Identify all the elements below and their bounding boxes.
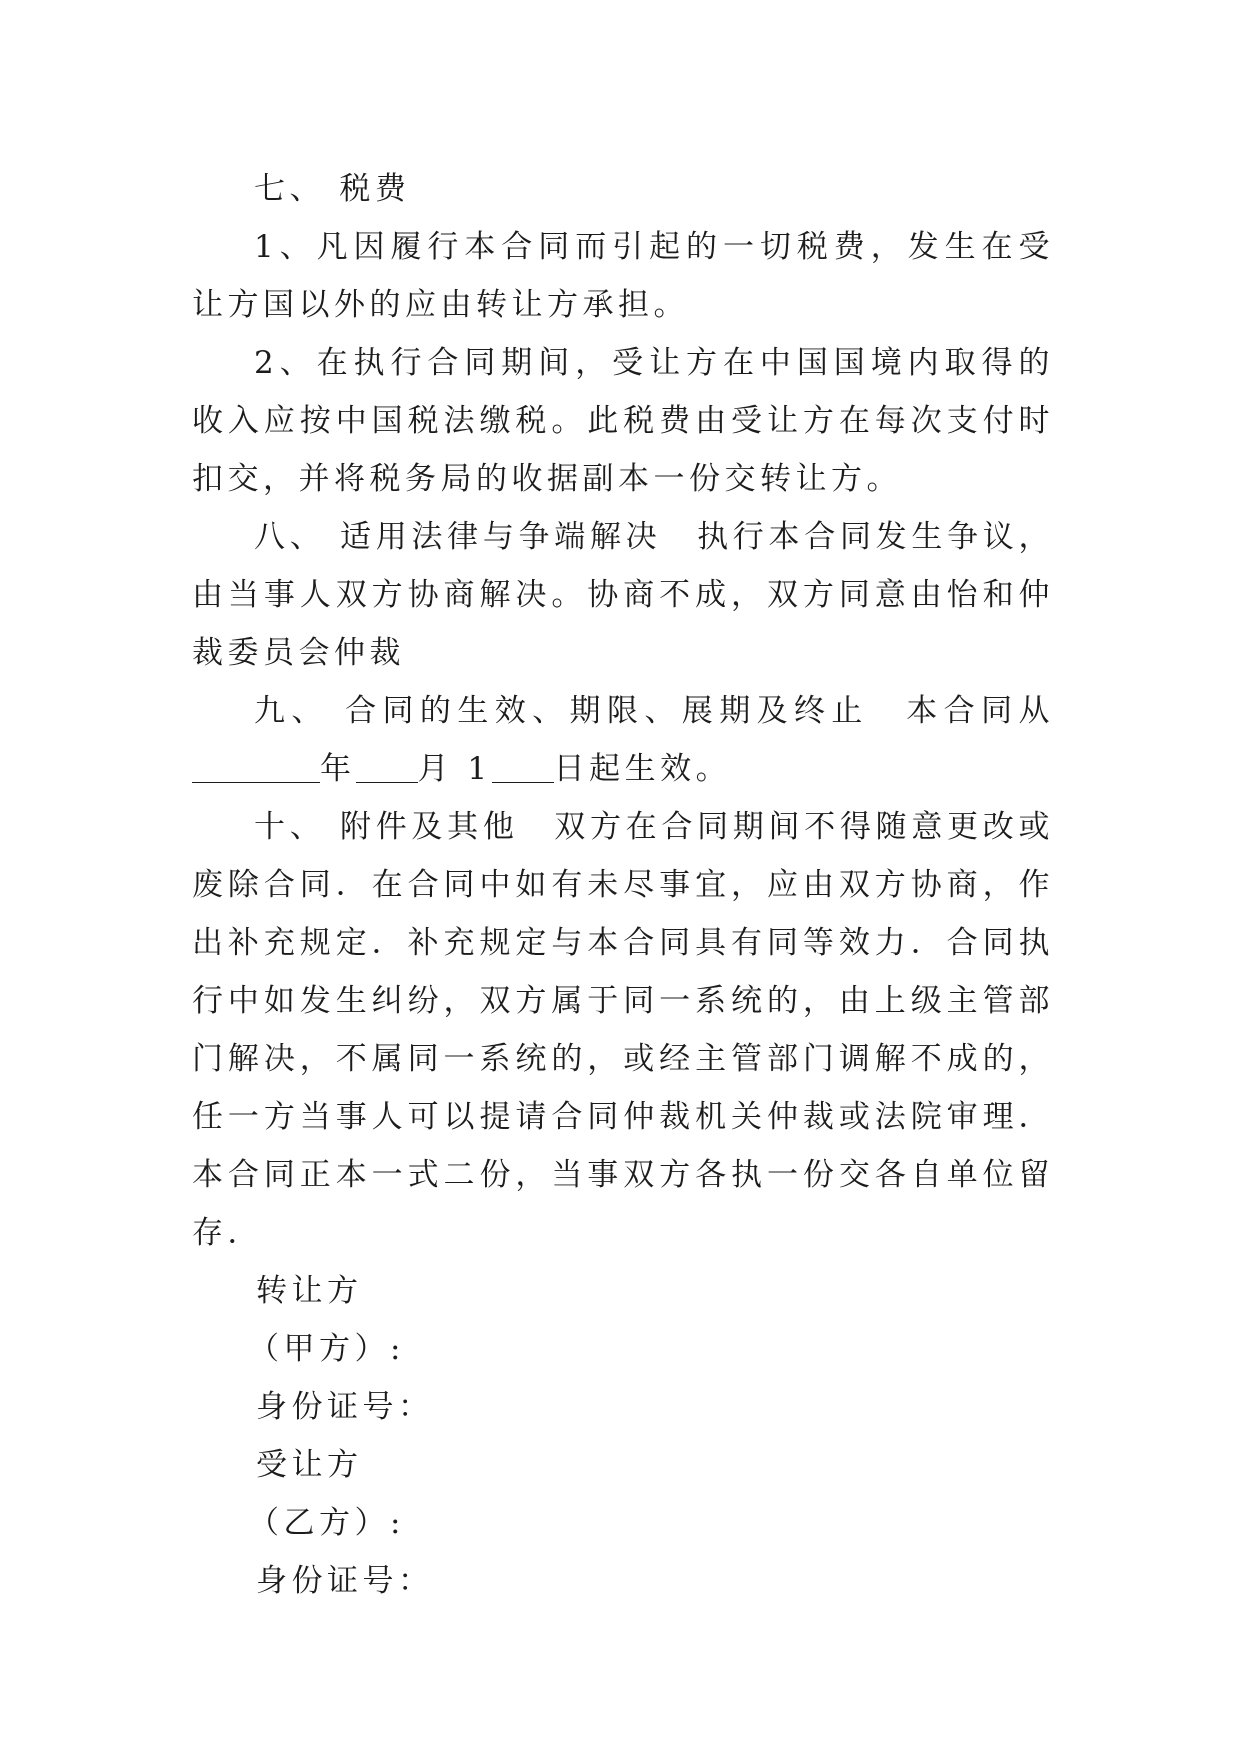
- section-7-item-2: 2、在执行合同期间，受让方在中国国境内取得的收入应按中国税法缴税。此税费由受让方在每次支付时扣交，并将税务局的收据副本一份交转让方。: [192, 345, 1054, 497]
- party-b-label: （乙方）:: [248, 1505, 405, 1541]
- section-7-item-1: 1、凡因履行本合同而引起的一切税费，发生在受让方国以外的应由转让方承担。: [192, 229, 1054, 323]
- section-7-heading: 七、 税费: [254, 171, 411, 207]
- transferee-label: 受让方: [256, 1447, 363, 1483]
- party-a-label: （甲方）:: [248, 1331, 405, 1367]
- day-label: 日起生效。: [553, 751, 732, 787]
- section-10-text: 十、 附件及其他 双方在合同期间不得随意更改或废除合同．在合同中如有未尽事宜，应由双方协商，作出补充规定．补充规定与本合同具有同等效力．合同执行中如发生纠纷，双方属于同一系统的，由上级主管部门解决，不属同一系统的，或经主管部门调解不成的，任一方当事人可以提请合同仲裁机关仲裁或法院审理． 本合同正本一式二份，当事双方各执一份交各自单位留存．: [192, 809, 1054, 1251]
- month-blank: [356, 752, 418, 783]
- section-9-lead: 九、 合同的生效、期限、展期及终止 本合同从: [254, 693, 1054, 729]
- section-9-paragraph: [192, 682, 1054, 798]
- transferor-label: 转让方: [256, 1273, 363, 1309]
- id-number-a-label: 身份证号：: [256, 1389, 434, 1425]
- month-label: 月 1: [417, 751, 492, 787]
- year-blank: [192, 752, 320, 783]
- id-number-b-label: 身份证号：: [256, 1563, 434, 1599]
- day-blank: [492, 752, 554, 783]
- section-8-text: 八、 适用法律与争端解决 执行本合同发生争议，由当事人双方协商解决。协商不成，双方同意由怡和仲裁委员会仲裁: [192, 519, 1054, 671]
- year-label: 年: [320, 751, 356, 787]
- contract-body: [192, 160, 1054, 1610]
